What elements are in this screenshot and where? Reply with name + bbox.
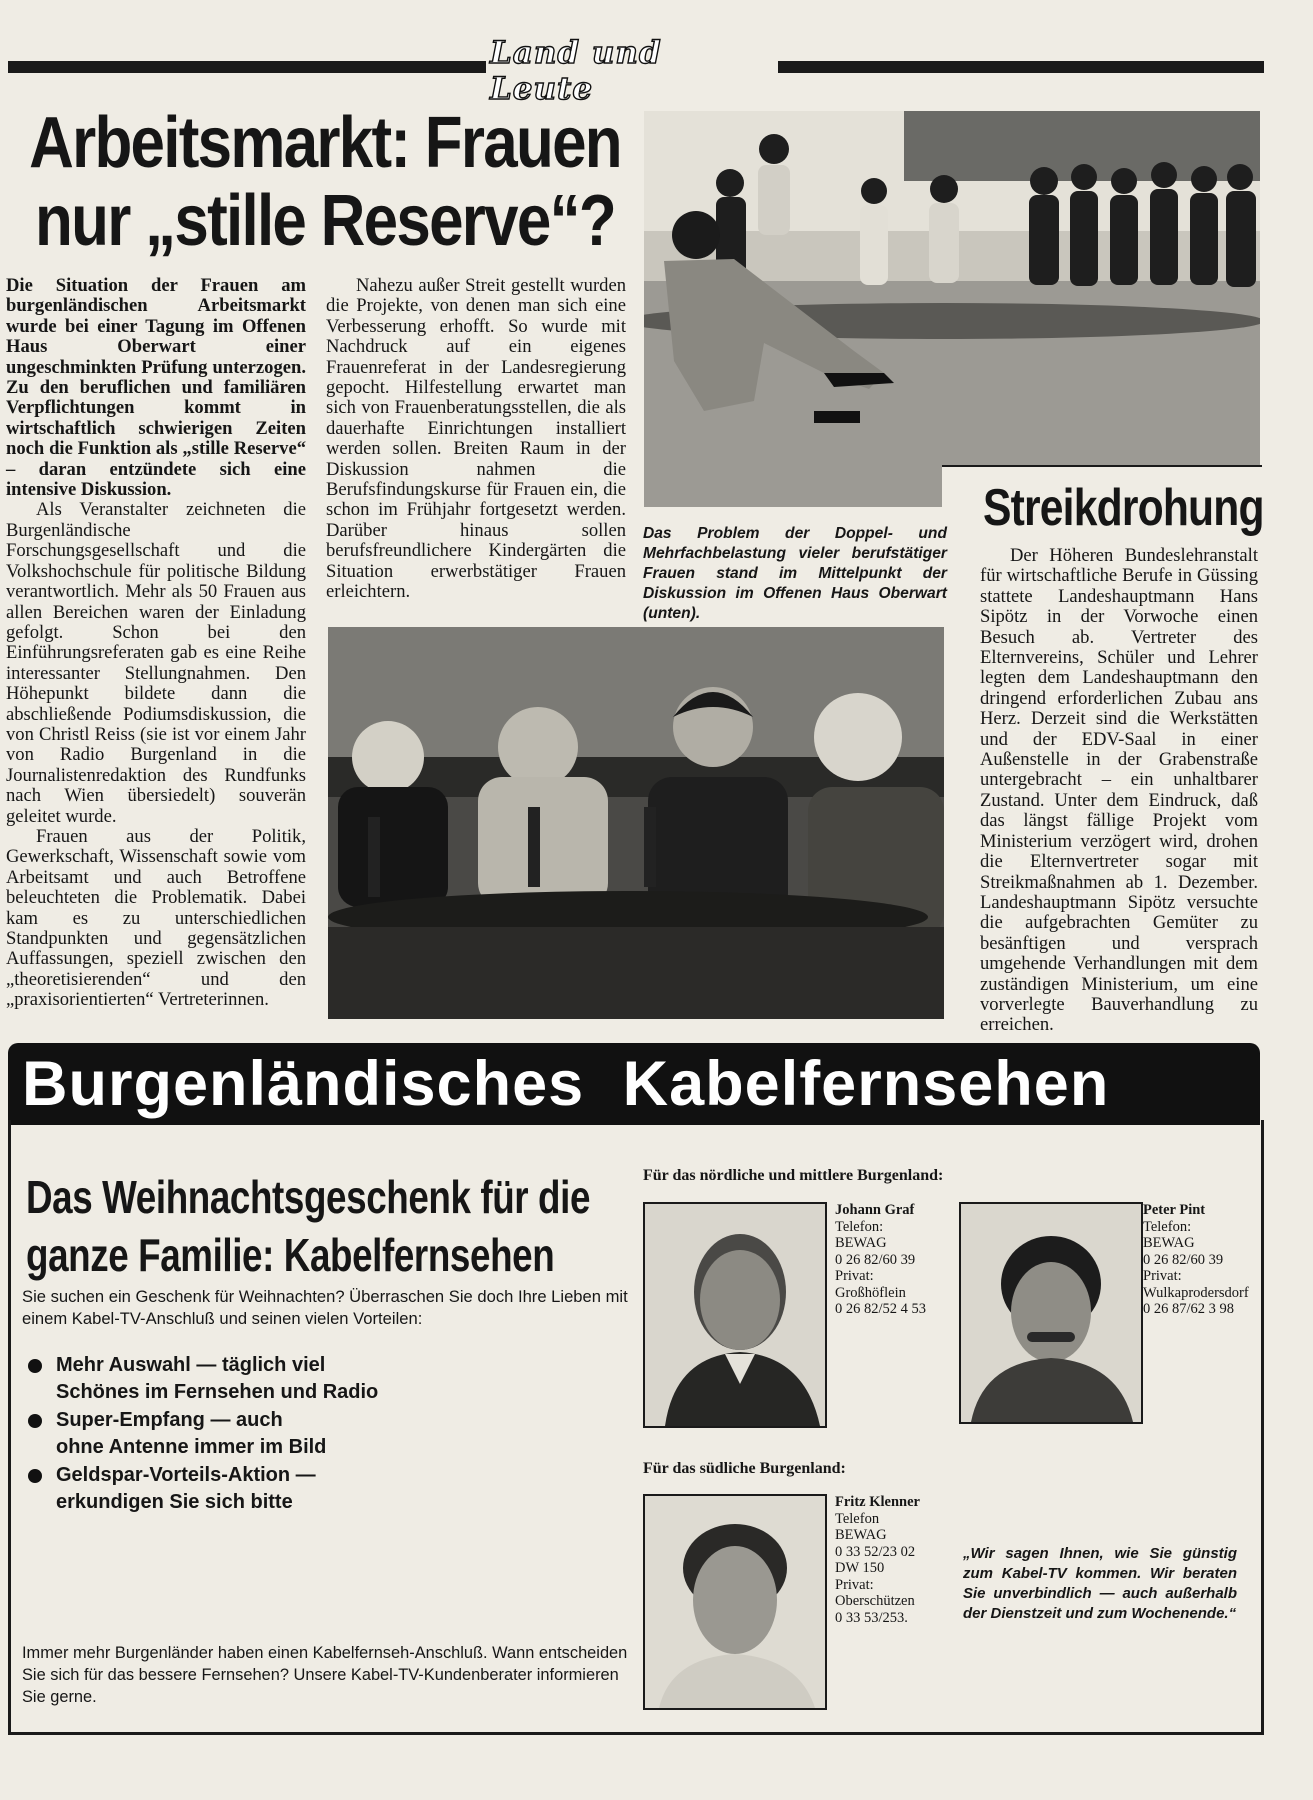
contact-line: 0 26 82/60 39 bbox=[835, 1251, 916, 1268]
ad-bullet-2-line-2: ohne Antenne immer im Bild bbox=[56, 1436, 327, 1458]
bullet-dot-icon bbox=[28, 1414, 42, 1428]
region-north-label: Für das nördliche und mittlere Burgenland: bbox=[643, 1167, 944, 1184]
ad-headline-line-1: Das Weihnachtsgeschenk für die bbox=[26, 1171, 591, 1223]
section-tag: Land und Leute bbox=[490, 35, 662, 107]
article-column-1 bbox=[6, 276, 306, 1011]
contact-line: Telefon: bbox=[1143, 1218, 1192, 1235]
portrait-peter-pint bbox=[959, 1202, 1143, 1424]
article-headline bbox=[24, 104, 626, 260]
contact-johann-graf bbox=[835, 1202, 955, 1318]
contact-line: Telefon: bbox=[835, 1218, 884, 1235]
contact-line: Privat: bbox=[835, 1268, 874, 1284]
contact-line: BEWAG bbox=[835, 1527, 887, 1543]
article-column-2 bbox=[326, 276, 626, 603]
headline-line-1: Arbeitsmarkt: Frauen bbox=[29, 103, 621, 183]
ad-headline bbox=[26, 1168, 602, 1284]
contact-peter-pint bbox=[1143, 1202, 1255, 1318]
contact-line: DW 150 bbox=[835, 1560, 885, 1576]
contact-line: BEWAG bbox=[835, 1235, 887, 1251]
ad-banner-title: Burgenländisches Kabelfernsehen bbox=[22, 1049, 1110, 1119]
contact-line: 0 33 53/253. bbox=[835, 1609, 908, 1626]
contact-line: 0 26 87/62 3 98 bbox=[1143, 1301, 1235, 1317]
contact-line: Wulkaprodersdorf bbox=[1143, 1284, 1249, 1301]
contact-line: Großhöflein bbox=[835, 1284, 906, 1301]
bullet-dot-icon bbox=[28, 1359, 42, 1373]
photo-notch-border bbox=[942, 465, 1262, 467]
photo-audience bbox=[644, 111, 1260, 507]
sidebar-headline: Streikdrohung bbox=[983, 479, 1264, 537]
ad-bullet-1 bbox=[56, 1352, 378, 1406]
bullet-dot-icon bbox=[28, 1469, 42, 1483]
ad-bullet-2-line-1: Super-Empfang — auch bbox=[56, 1409, 283, 1431]
contact-name: Fritz Klenner bbox=[835, 1494, 920, 1510]
contact-line: 0 26 82/52 4 53 bbox=[835, 1301, 927, 1317]
contact-fritz-klenner bbox=[835, 1494, 947, 1626]
article-lead: Die Situation der Frauen am burgenländischen Arbeitsmarkt wurde bei einer Tagung im Offenen Haus Oberwart einer ungeschminkten Prüfung unterzogen. Zu den beruflichen und familiären Verpflichtungen kommt in wirtschaftlich schwierigen Zeiten noch die Funktion als „stille Reserve“ – daran entzündete sich eine intensive Diskussion. bbox=[6, 275, 306, 501]
contact-line: BEWAG bbox=[1143, 1235, 1195, 1251]
ad-quote: „Wir sagen Ihnen, wie Sie günstig zum Kabel-TV kommen. Wir beraten Sie unverbindlich — auch außerhalb der Dienstzeit und zum Wochenende.“ bbox=[963, 1545, 1237, 1622]
section-rule-right bbox=[778, 61, 1264, 73]
contact-name: Johann Graf bbox=[835, 1202, 915, 1218]
ad-outro: Immer mehr Burgenländer haben einen Kabelfernseh-Anschluß. Wann entscheiden Sie sich für das bessere Fernsehen? Unsere Kabel-TV-Kundenberater informieren Sie gerne. bbox=[22, 1644, 628, 1706]
ad-bullet-2 bbox=[56, 1407, 326, 1461]
contact-line: Privat: bbox=[1143, 1268, 1182, 1284]
ad-bullet-3-line-2: erkundigen Sie sich bitte bbox=[56, 1491, 293, 1513]
section-rule-left bbox=[8, 61, 486, 73]
article-paragraph-3: Nahezu außer Streit gestellt wurden die Projekte, von denen man sich eine Verbesserung erhofft. So wurde mit Nachdruck auf ein eigenes Frauenreferat in der Landesregierung gepocht. Hilfestellung erwartet man sich von Frauenberatungsstellen, die als dauerhafte Einrichtungen installiert werden sollen. Breiten Raum in der Diskussion nahmen die Berufsfindungskurse für Frauen ein, die schon im Frühjahr fortgesetzt werden. Darüber hinaus sollen berufsfreundlichere Kindergärten die Situation erwerbstätiger Frauen erleichtern. bbox=[326, 275, 626, 603]
portrait-fritz-klenner bbox=[643, 1494, 827, 1710]
article-paragraph-2: Frauen aus der Politik, Gewerkschaft, Wissenschaft sowie vom Arbeitsamt und auch Betroffene beleuchteten die Problematik. Dabei kam es zu unterschiedlichen Standpunkten und gegensätzlichen Auffassungen, speziell zwischen den „theoretisierenden“ und den „praxisorientierten“ Vertreterinnen. bbox=[6, 825, 306, 1011]
contact-line: 0 33 52/23 02 bbox=[835, 1543, 916, 1560]
contact-line: Telefon bbox=[835, 1510, 880, 1527]
ad-headline-line-2: ganze Familie: Kabelfernsehen bbox=[26, 1229, 555, 1281]
contact-name: Peter Pint bbox=[1143, 1202, 1206, 1218]
ad-bullet-1-line-2: Schönes im Fernsehen und Radio bbox=[56, 1381, 379, 1403]
contact-line: 0 26 82/60 39 bbox=[1143, 1251, 1224, 1268]
ad-bullet-1-line-1: Mehr Auswahl — täglich viel bbox=[56, 1354, 326, 1376]
portrait-johann-graf bbox=[643, 1202, 827, 1428]
photo-panel-discussion bbox=[328, 627, 944, 1019]
sidebar-paragraph: Der Höheren Bundeslehranstalt für wirtschaftliche Berufe in Güssing stattete Landeshauptmann Hans Sipötz in der Vorwoche einen Besuch ab. Vertreter des Elternvereins, Schüler und Lehrer legten dem Landeshauptmann den dringend erforderlichen Zubau ans Herz. Derzeit sind die Werkstätten und der EDV-Saal in einer Außenstelle in der Grabenstraße untergebracht – ein unhaltbarer Zustand. Unter dem Eindruck, daß das längst fällige Projekt vom Ministerium verzögert wird, drohen die Elternvertreter sogar mit Streikmaßnahmen ab 1. Dezember. Landeshauptmann Sipötz versuchte die aufgebrachten Gemüter zu besänftigen und versprach umgehende Verhandlungen mit dem zuständigen Ministerium, um eine vorverlegte Bauverhandlung zu erreichen. bbox=[980, 545, 1258, 1036]
headline-line-2: nur „stille Reserve“? bbox=[35, 181, 615, 261]
photo-caption: Das Problem der Doppel- und Mehrfachbelastung vieler berufstätiger Frauen stand im Mittelpunkt der Diskussion im Offenen Haus Oberwart (unten). bbox=[643, 525, 947, 622]
ad-bullet-3-line-1: Geldspar-Vorteils-Aktion — bbox=[56, 1464, 316, 1486]
ad-bullet-3 bbox=[56, 1462, 316, 1516]
article-paragraph-1: Als Veranstalter zeichneten die Burgenländische Forschungsgesellschaft und die Volkshochschule für politische Bildung verantwortlich. Mehr als 50 Frauen aus allen Bereichen waren der Einladung gefolgt. Schon bei den Einführungsreferaten gab es eine Reihe interessanter Stellungnahmen. Den Höhepunkt bildete dann die abschließende Podiumsdiskussion, die von Christl Reiss (sie ist vor einem Jahr von Radio Burgenland in die Journalistenredaktion des Rundfunks nach Wien übersiedelt) souverän geleitet wurde. bbox=[6, 499, 306, 827]
contact-line: Privat: bbox=[835, 1576, 874, 1593]
contact-line: Oberschützen bbox=[835, 1593, 915, 1609]
region-south-label: Für das südliche Burgenland: bbox=[643, 1460, 846, 1477]
ad-intro: Sie suchen ein Geschenk für Weihnachten? Überraschen Sie doch Ihre Lieben mit einem Kabel-TV-Anschluß und seinen vielen Vorteilen: bbox=[22, 1287, 628, 1328]
sidebar-text bbox=[980, 546, 1258, 1036]
